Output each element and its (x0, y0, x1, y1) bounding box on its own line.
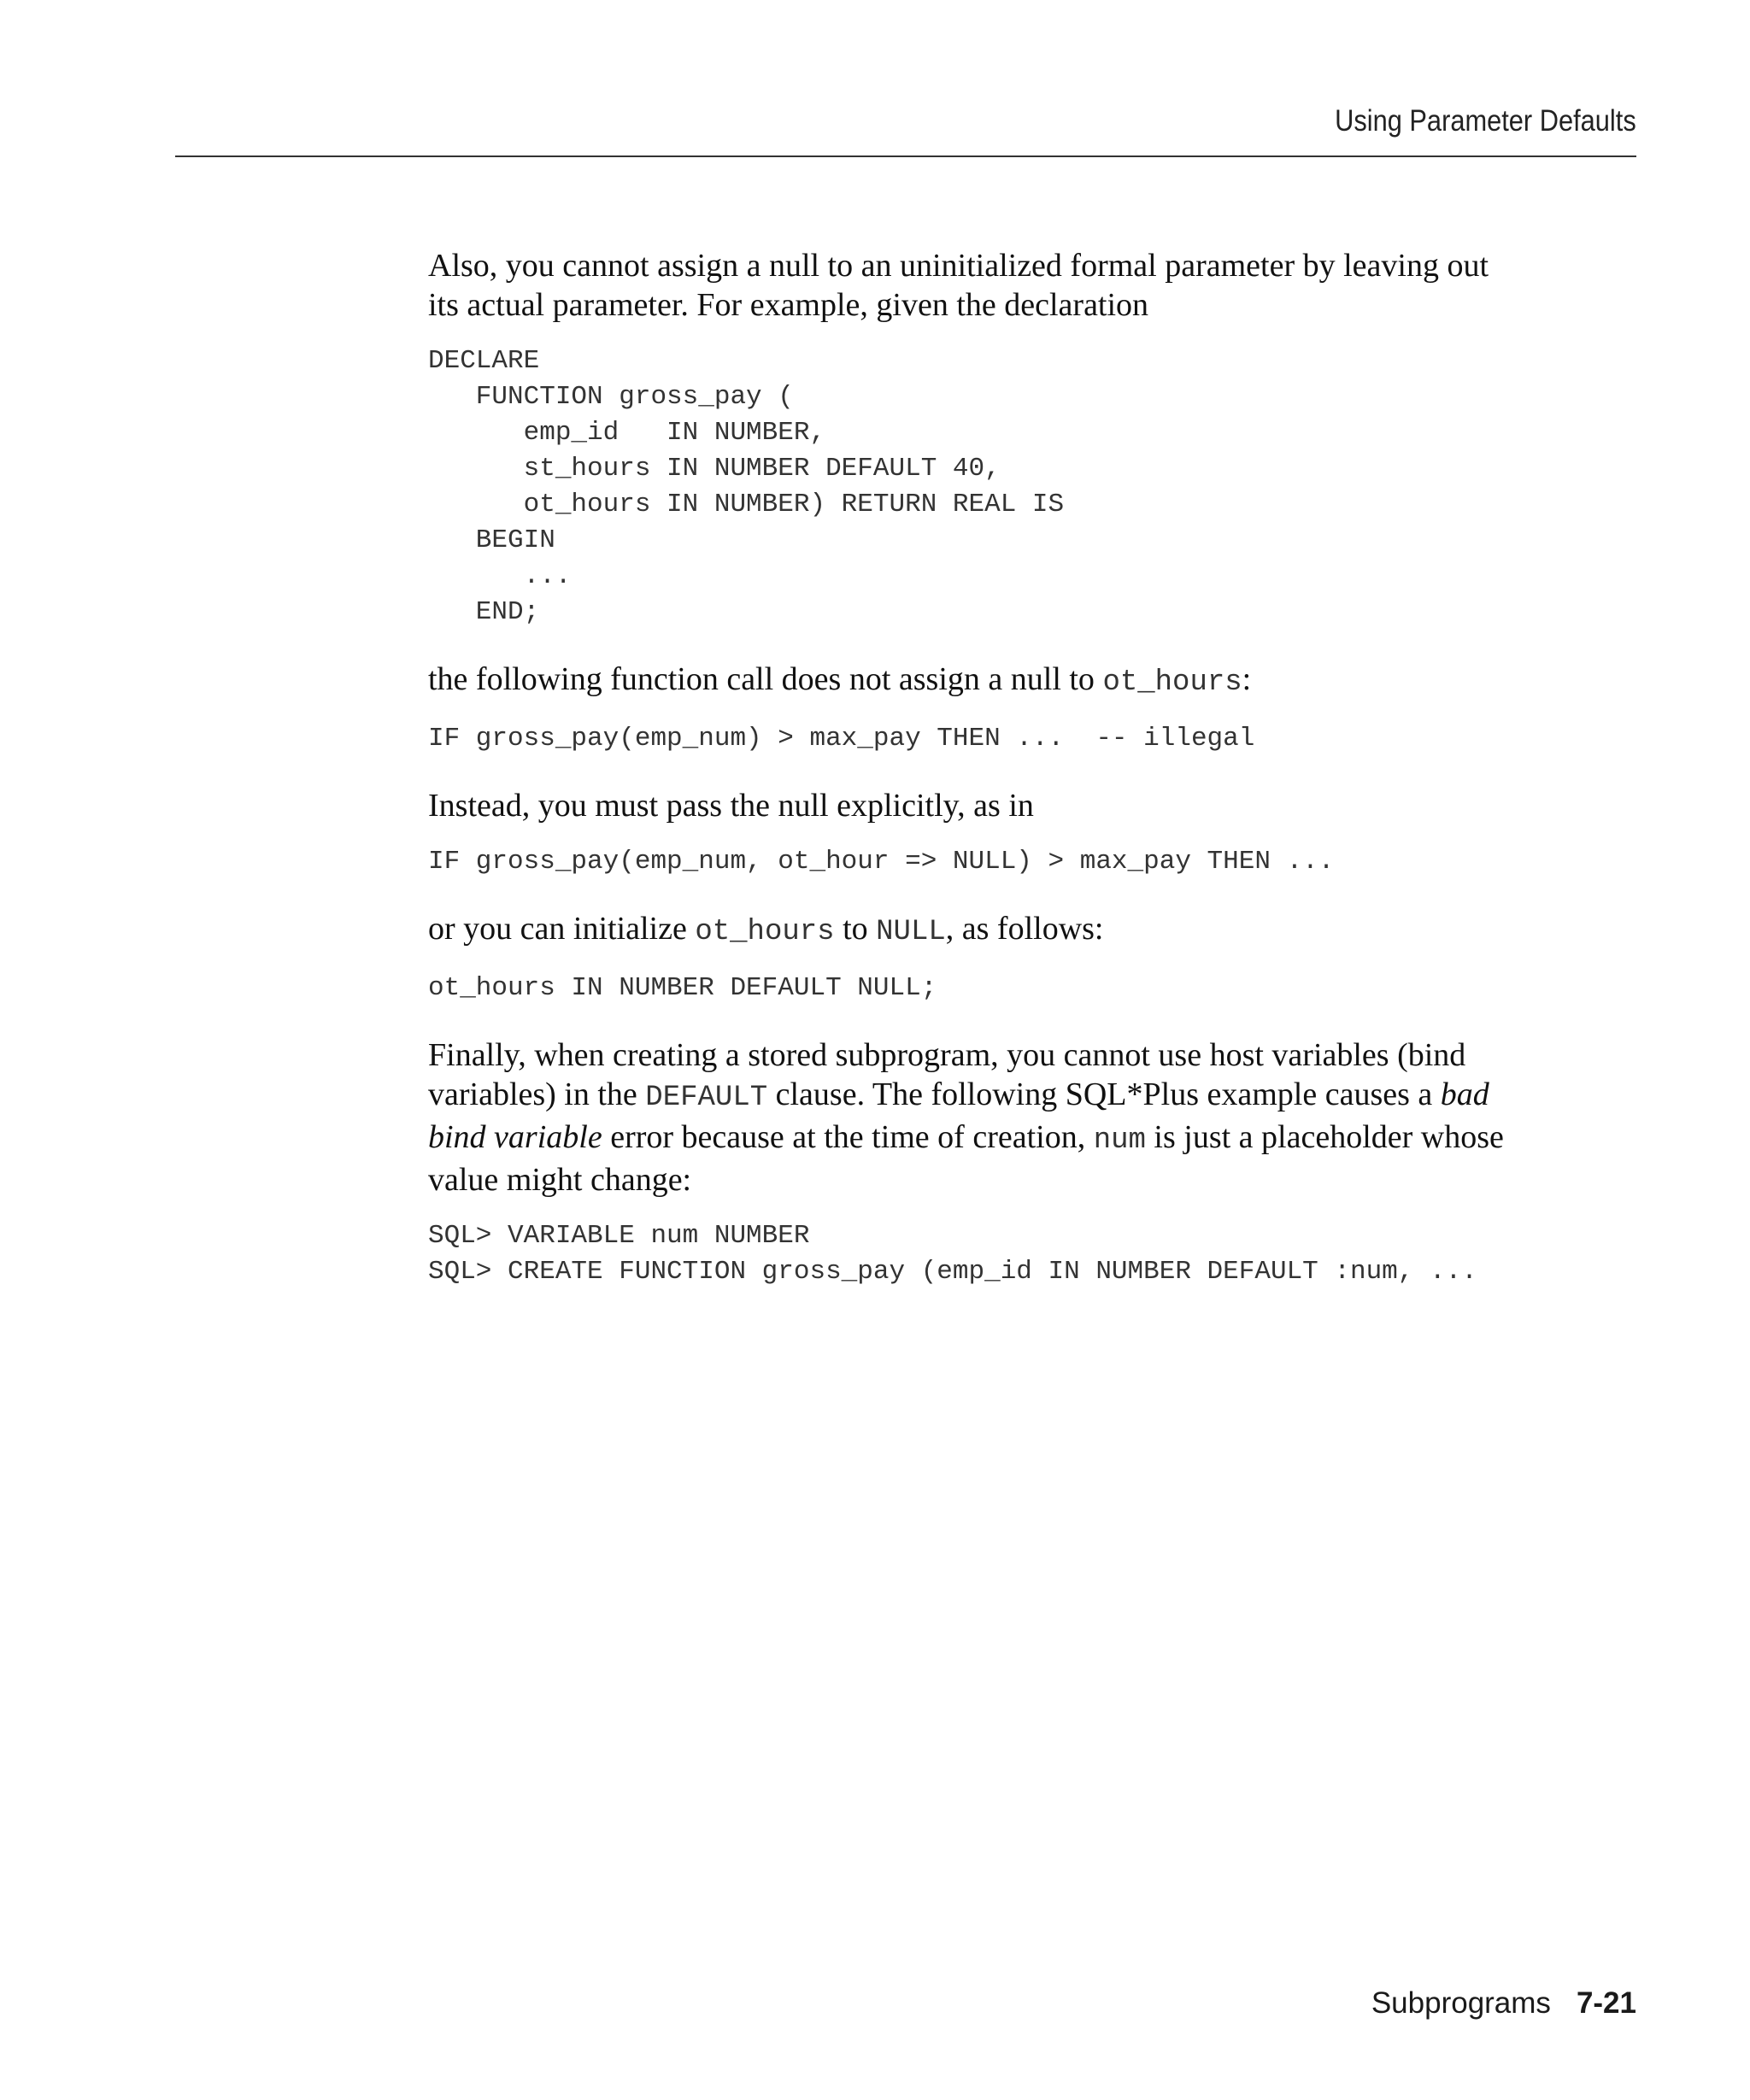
paragraph-text: clause. The following SQL*Plus example causes a (767, 1076, 1441, 1112)
inline-code: NULL (876, 916, 946, 948)
code-line: BEGIN (428, 525, 555, 555)
inline-code: ot_hours (695, 916, 835, 948)
inline-code: ot_hours (1102, 666, 1242, 699)
paragraph-line: Also, you cannot assign a null to an uninitialized formal parameter by leaving out (428, 248, 1489, 284)
paragraph-function-call (428, 660, 1641, 702)
code-line: ot_hours IN NUMBER DEFAULT NULL; (428, 973, 937, 1003)
code-line: ot_hours IN NUMBER) RETURN REAL IS (428, 490, 1065, 519)
inline-code: DEFAULT (645, 1082, 768, 1114)
running-footer (1371, 1986, 1636, 2021)
code-line: FUNCTION gross_pay ( (428, 382, 794, 412)
paragraph-text: , as follows: (945, 911, 1104, 947)
paragraph-text: is just a placeholder whose (1145, 1119, 1504, 1155)
code-line: IF gross_pay(emp_num) > max_pay THEN ... -- illegal (428, 724, 1255, 754)
paragraph-line: its actual parameter. For example, given the declaration (428, 287, 1149, 323)
page-number: 7-21 (1576, 1986, 1636, 2020)
code-line: SQL> CREATE FUNCTION gross_pay (emp_id IN NUMBER DEFAULT :num, ... (428, 1257, 1477, 1287)
paragraph-text: or you can initialize (428, 911, 696, 947)
italic-term: bind variable (428, 1119, 602, 1155)
code-block-declaration (428, 343, 1641, 631)
paragraph-line: Finally, when creating a stored subprogram, you cannot use host variables (bind (428, 1037, 1466, 1073)
paragraph-text: : (1242, 661, 1252, 697)
header-rule (175, 155, 1636, 157)
paragraph-line: value might change: (428, 1162, 692, 1198)
inline-code: num (1093, 1124, 1146, 1157)
code-block-sqlplus (428, 1218, 1641, 1290)
paragraph-intro (428, 246, 1641, 325)
running-header: Using Parameter Defaults (1335, 104, 1636, 138)
paragraph-initialize (428, 909, 1641, 952)
footer-section: Subprograms (1371, 1986, 1551, 2020)
code-line: SQL> VARIABLE num NUMBER (428, 1221, 810, 1251)
code-line: IF gross_pay(emp_num, ot_hour => NULL) > max_pay THEN ... (428, 847, 1335, 877)
paragraph-text: variables) in the (428, 1076, 646, 1112)
paragraph-instead (428, 786, 1641, 825)
paragraph-text: Instead, you must pass the null explicitly, as in (428, 788, 1034, 824)
code-block-illegal-call (428, 721, 1641, 757)
paragraph-text: the following function call does not assign a null to (428, 661, 1103, 697)
code-line: ... (428, 561, 572, 591)
paragraph-finally (428, 1035, 1641, 1200)
code-block-explicit-null (428, 844, 1641, 880)
paragraph-text: to (834, 911, 877, 947)
italic-term: bad (1440, 1076, 1489, 1112)
page-body (428, 246, 1641, 1290)
code-line: st_hours IN NUMBER DEFAULT 40, (428, 454, 1001, 484)
code-line: emp_id IN NUMBER, (428, 418, 826, 448)
code-line: DECLARE (428, 346, 540, 376)
code-block-default-null (428, 971, 1641, 1006)
paragraph-text: error because at the time of creation, (602, 1119, 1094, 1155)
code-line: END; (428, 597, 540, 627)
